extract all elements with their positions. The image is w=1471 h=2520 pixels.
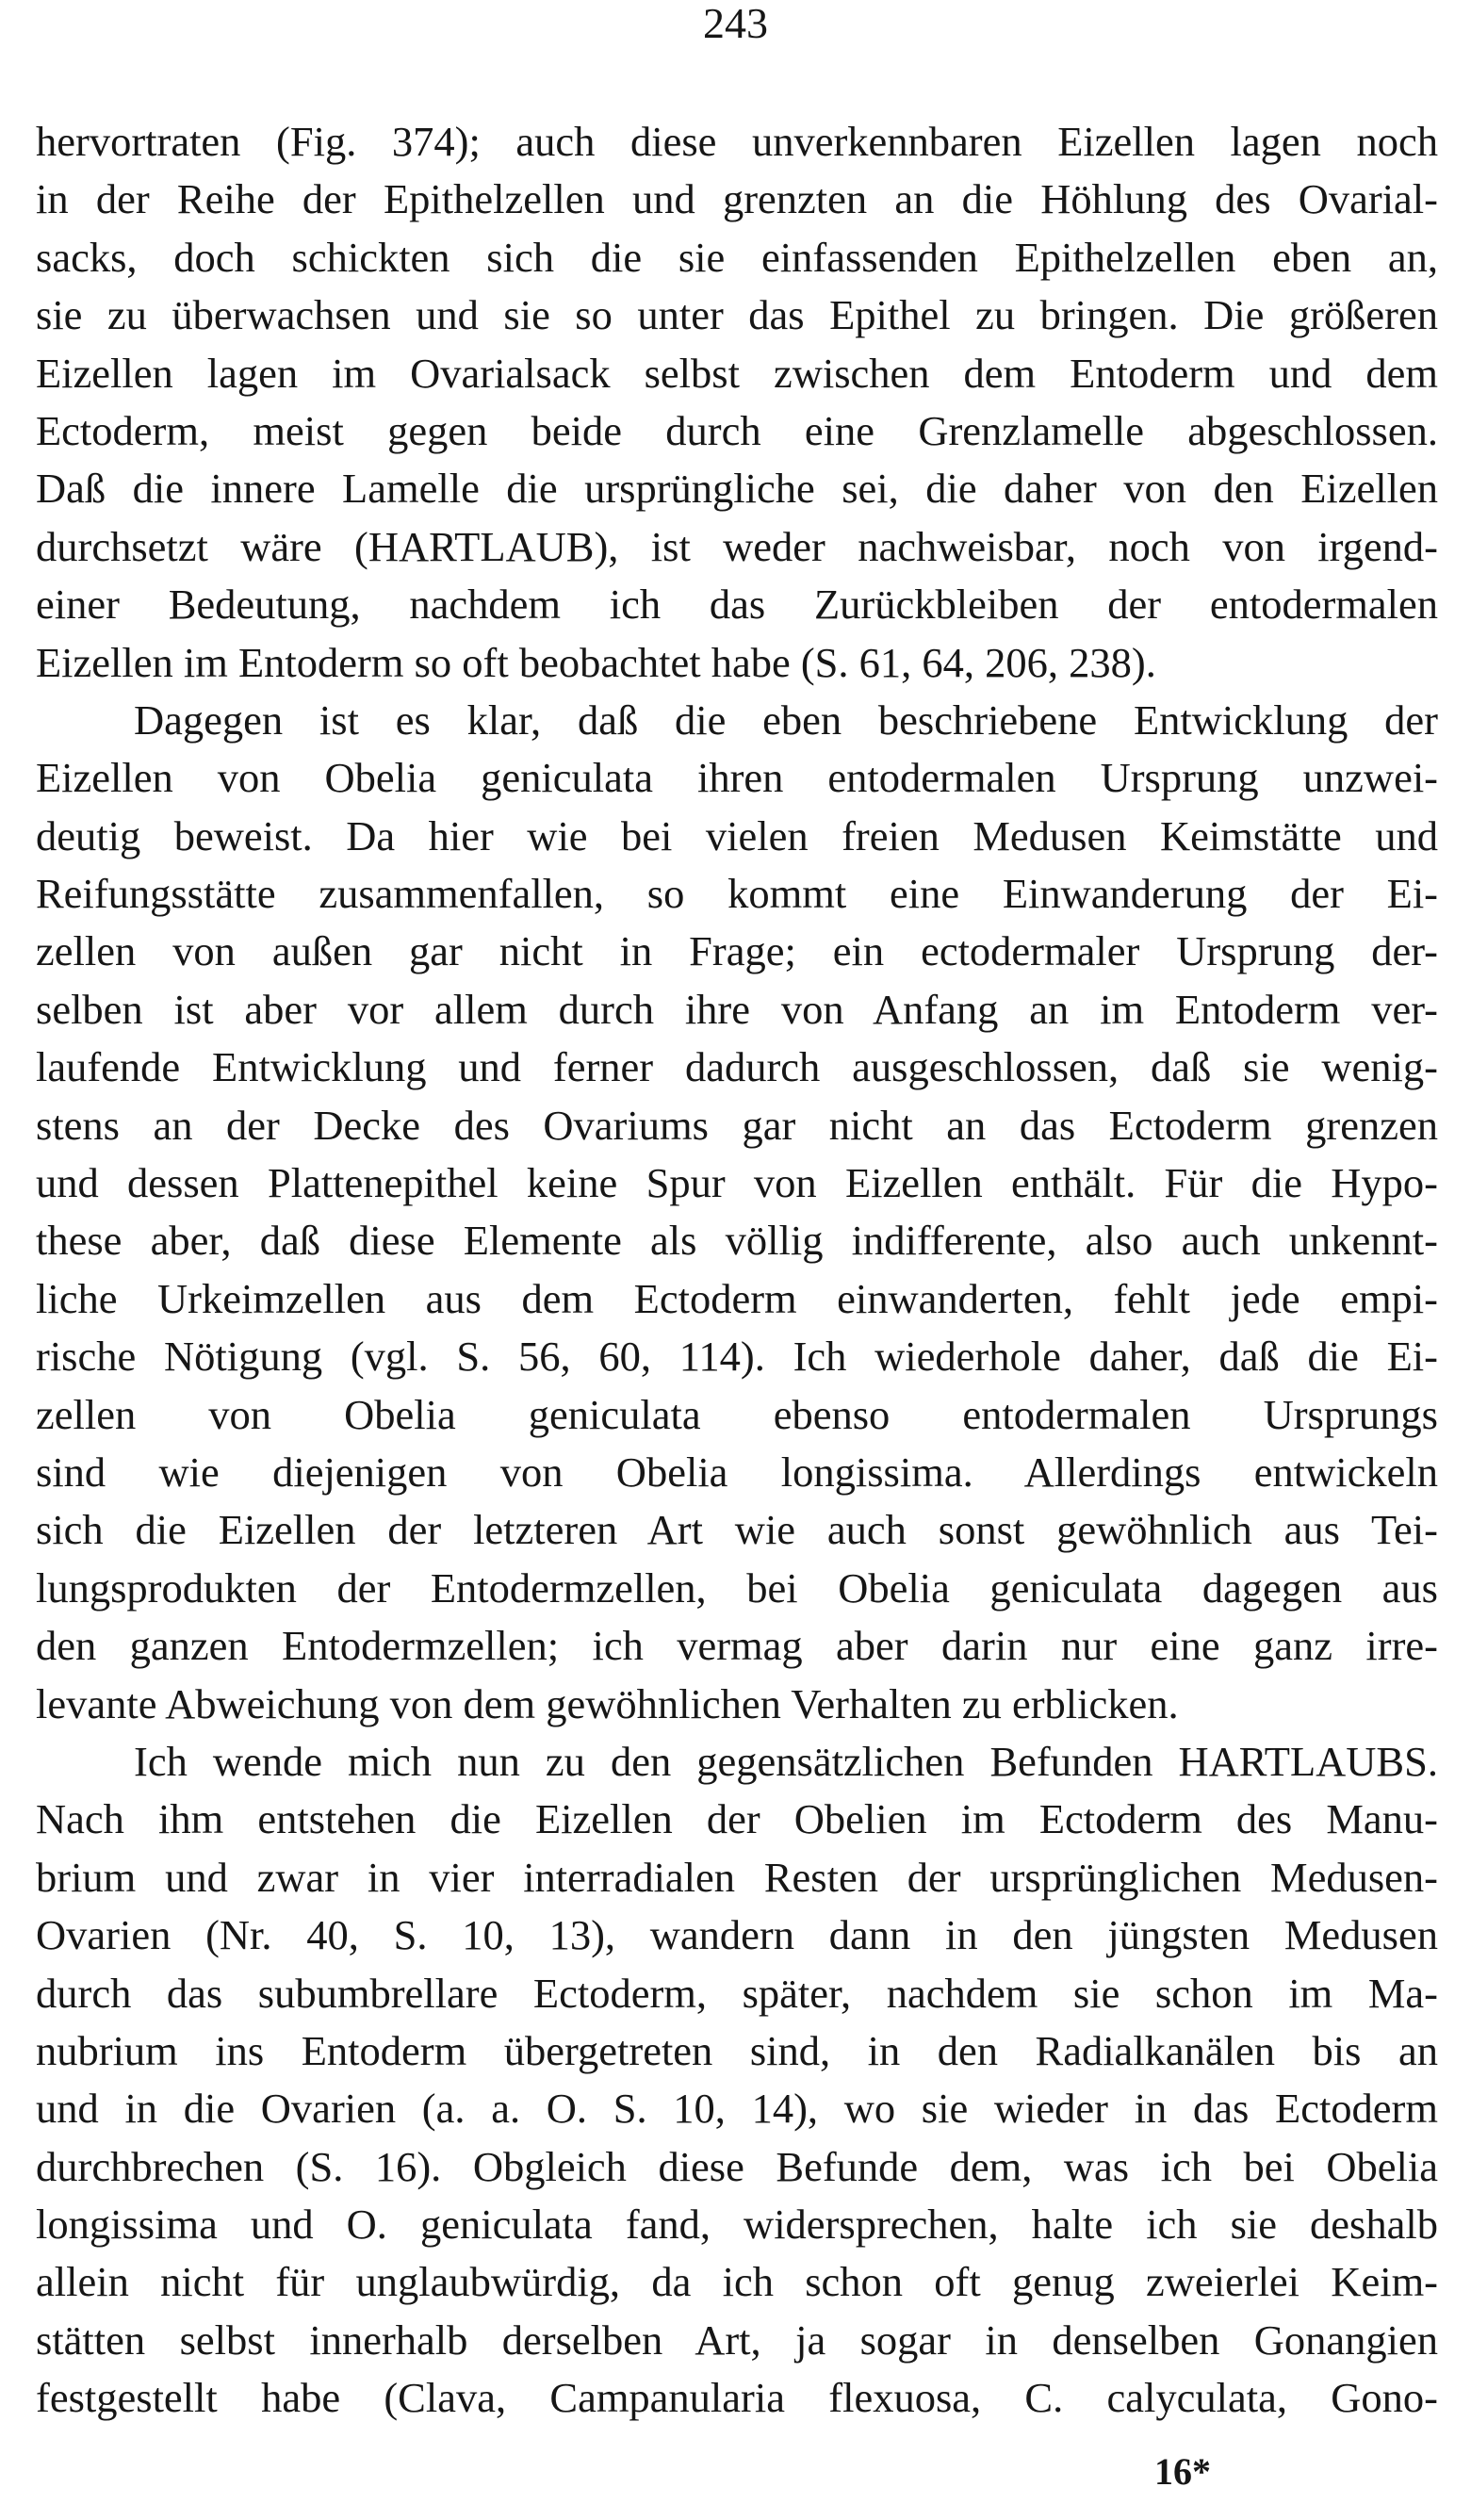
text-line: in der Reihe der Epithelzellen und grenzten an die Höhlung des Ovarial- [36,175,1438,223]
text-line: durch das subumbrellare Ectoderm, später, nachdem sie schon im Ma- [36,1969,1438,2017]
text-line: zellen von Obelia geniculata ebenso entodermalen Ursprungs [36,1390,1438,1438]
text-line: und dessen Plattenepithel keine Spur von Eizellen enthält. Für die Hypo- [36,1159,1438,1207]
text-line: longissima und O. geniculata fand, widersprechen, halte ich sie deshalb [36,2201,1438,2249]
text-line: rische Nötigung (vgl. S. 56, 60, 114). Ich wiederhole daher, daß die Ei- [36,1333,1438,1381]
text-line: levante Abweichung von dem gewöhnlichen Verhalten zu erblicken. [36,1679,1179,1727]
text-line: stens an der Decke des Ovariums gar nicht an das Ectoderm grenzen [36,1101,1438,1149]
text-line: Ectoderm, meist gegen beide durch eine Grenzlamelle abgeschlossen. [36,406,1438,454]
text-line: festgestellt habe (Clava, Campanularia flexuosa, C. calyculata, Gono- [36,2374,1438,2422]
text-line: Ich wende mich nun zu den gegensätzlichen Befunden HARTLAUBS. [134,1737,1438,1785]
text-line: lungsprodukten der Entodermzellen, bei Obelia geniculata dagegen aus [36,1563,1438,1612]
text-line: nubrium ins Entoderm übergetreten sind, in den Radialkanälen bis an [36,2026,1438,2074]
text-line: sich die Eizellen der letzteren Art wie auch sonst gewöhnlich aus Tei- [36,1506,1438,1554]
text-line: these aber, daß diese Elemente als völlig indifferente, also auch unkennt- [36,1217,1438,1265]
text-line: allein nicht für unglaubwürdig, da ich schon oft genug zweierlei Keim- [36,2258,1438,2306]
text-line: Daß die innere Lamelle die ursprüngliche sei, die daher von den Eizellen [36,465,1438,513]
text-line: sie zu überwachsen und sie so unter das Epithel zu bringen. Die größeren [36,291,1438,339]
text-line: stätten selbst innerhalb derselben Art, ja sogar in denselben Gonangien [36,2315,1438,2364]
text-line: Ovarien (Nr. 40, S. 10, 13), wandern dann in den jüngsten Medusen [36,1911,1438,1959]
page-number: 243 [703,0,768,47]
text-line: sind wie diejenigen von Obelia longissima. Allerdings entwickeln [36,1448,1438,1496]
text-line: liche Urkeimzellen aus dem Ectoderm einwanderten, fehlt jede empi- [36,1274,1438,1322]
text-line: selben ist aber vor allem durch ihre von Anfang an im Entoderm ver- [36,985,1438,1033]
text-line: durchbrechen (S. 16). Obgleich diese Befunde dem, was ich bei Obelia [36,2142,1438,2190]
signature-mark: 16* [1154,2450,1211,2493]
text-line: durchsetzt wäre (HARTLAUB), ist weder nachweisbar, noch von irgend- [36,522,1438,570]
text-line: Nach ihm entstehen die Eizellen der Obelien im Ectoderm des Manu- [36,1795,1438,1843]
text-line: den ganzen Entodermzellen; ich vermag aber darin nur eine ganz irre- [36,1622,1438,1670]
text-line: Reifungsstätte zusammenfallen, so kommt eine Einwanderung der Ei- [36,870,1438,918]
text-line: und in die Ovarien (a. a. O. S. 10, 14), wo sie wieder in das Ectoderm [36,2085,1438,2133]
text-line: Eizellen von Obelia geniculata ihren entodermalen Ursprung unzwei- [36,754,1438,802]
text-line: sacks, doch schickten sich die sie einfassenden Epithelzellen eben an, [36,233,1438,281]
text-line: laufende Entwicklung und ferner dadurch ausgeschlossen, daß sie wenig- [36,1043,1438,1091]
text-line: Eizellen im Entoderm so oft beobachtet habe (S. 61, 64, 206, 238). [36,638,1156,686]
body-text [36,113,1438,2428]
text-line: deutig beweist. Da hier wie bei vielen freien Medusen Keimstätte und [36,811,1438,859]
text-line: zellen von außen gar nicht in Frage; ein ectodermaler Ursprung der- [36,927,1438,975]
text-line: Dagegen ist es klar, daß die eben beschriebene Entwicklung der [134,695,1438,744]
text-line: hervortraten (Fig. 374); auch diese unverkennbaren Eizellen lagen noch [36,118,1438,165]
text-line: einer Bedeutung, nachdem ich das Zurückbleiben der entodermalen [36,581,1438,629]
text-line: Eizellen lagen im Ovarialsack selbst zwischen dem Entoderm und dem [36,349,1438,397]
text-line: brium und zwar in vier interradialen Resten der ursprünglichen Medusen- [36,1853,1438,1901]
